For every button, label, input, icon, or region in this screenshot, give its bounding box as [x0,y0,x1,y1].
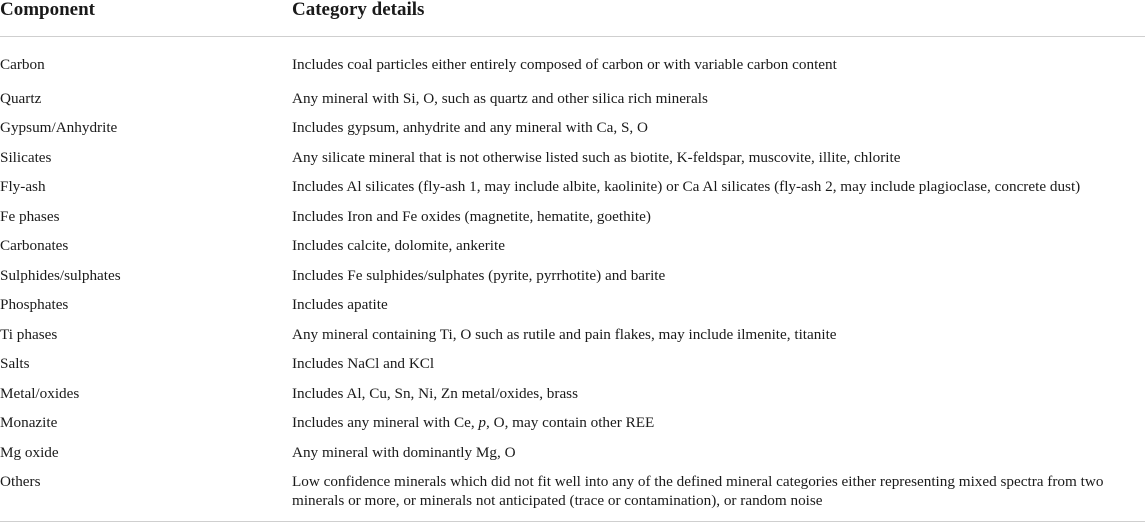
table-row [0,172,1145,202]
table-row [0,408,1145,438]
component-cell: Gypsum/Anhydrite [0,119,118,136]
component-cell: Silicates [0,148,52,166]
details-cell: Includes gypsum, anhydrite and any mineral with Ca, S, O [292,119,648,136]
details-cell: Any mineral with Si, O, such as quartz and other silica rich minerals [292,89,708,107]
table-row [0,261,1145,291]
table-row [0,113,1145,143]
table-row [0,143,1145,173]
component-cell: Carbon [0,56,45,73]
details-cell: Any mineral containing Ti, O such as rutile and pain flakes, may include ilmenite, titanite [292,325,837,343]
component-cell: Sulphides/sulphates [0,266,121,284]
details-cell: Includes coal particles either entirely composed of carbon or with variable carbon content [292,56,837,73]
component-cell: Monazite [0,414,58,431]
header-row [0,0,1145,37]
component-cell: Fe phases [0,207,60,225]
component-cell: Carbonates [0,237,69,254]
details-text-italic: p [478,414,487,431]
details-text-prefix: Includes any mineral with Ce, [292,414,479,431]
component-cell: Mg oxide [0,443,59,461]
details-cell: Includes NaCl and KCl [292,355,435,372]
details-cell: Includes Iron and Fe oxides (magnetite, hematite, goethite) [292,207,651,225]
details-cell: Includes calcite, dolomite, ankerite [292,237,505,254]
details-cell: Includes Al, Cu, Sn, Ni, Zn metal/oxides, brass [292,384,579,402]
details-text-suffix: , O, may contain other REE [486,414,655,431]
component-cell: Fly-ash [0,178,46,195]
table-row [0,202,1145,232]
details-cell: Low confidence minerals which did not fit well into any of the defined mineral categories either representing mixed spectra from two minerals or more, or minerals not anticipated (trace or contamination), or random noise [292,473,1104,509]
table-header [0,0,1145,37]
details-cell: Any mineral with dominantly Mg, O [292,443,516,461]
component-cell: Others [0,473,41,490]
table-bottom-rule [0,521,1145,522]
details-cell: Includes Al silicates (fly-ash 1, may include albite, kaolinite) or Ca Al silicates (fly-ash 2, may include plagioclase, concrete dust) [292,178,1081,195]
details-cell: Any silicate mineral that is not otherwise listed such as biotite, K-feldspar, muscovite, illite, chlorite [292,148,901,166]
table-row [0,349,1145,379]
component-cell: Phosphates [0,296,69,313]
table-row [0,84,1145,114]
table-row [0,379,1145,409]
component-cell: Salts [0,355,30,372]
component-cell: Metal/oxides [0,384,80,402]
header-category-details: Category details [292,0,425,20]
component-cell: Ti phases [0,325,58,343]
details-cell: Includes apatite [292,296,388,313]
header-component: Component [0,0,96,20]
details-cell: Includes Fe sulphides/sulphates (pyrite, pyrrhotite) and barite [292,266,666,284]
table-row [0,231,1145,261]
table-body [0,37,1145,519]
details-cell [292,408,1145,438]
table-row [0,438,1145,468]
table-row [0,37,1145,84]
table-row [0,467,1145,518]
table-row [0,320,1145,350]
table-row [0,290,1145,320]
component-cell: Quartz [0,89,42,107]
